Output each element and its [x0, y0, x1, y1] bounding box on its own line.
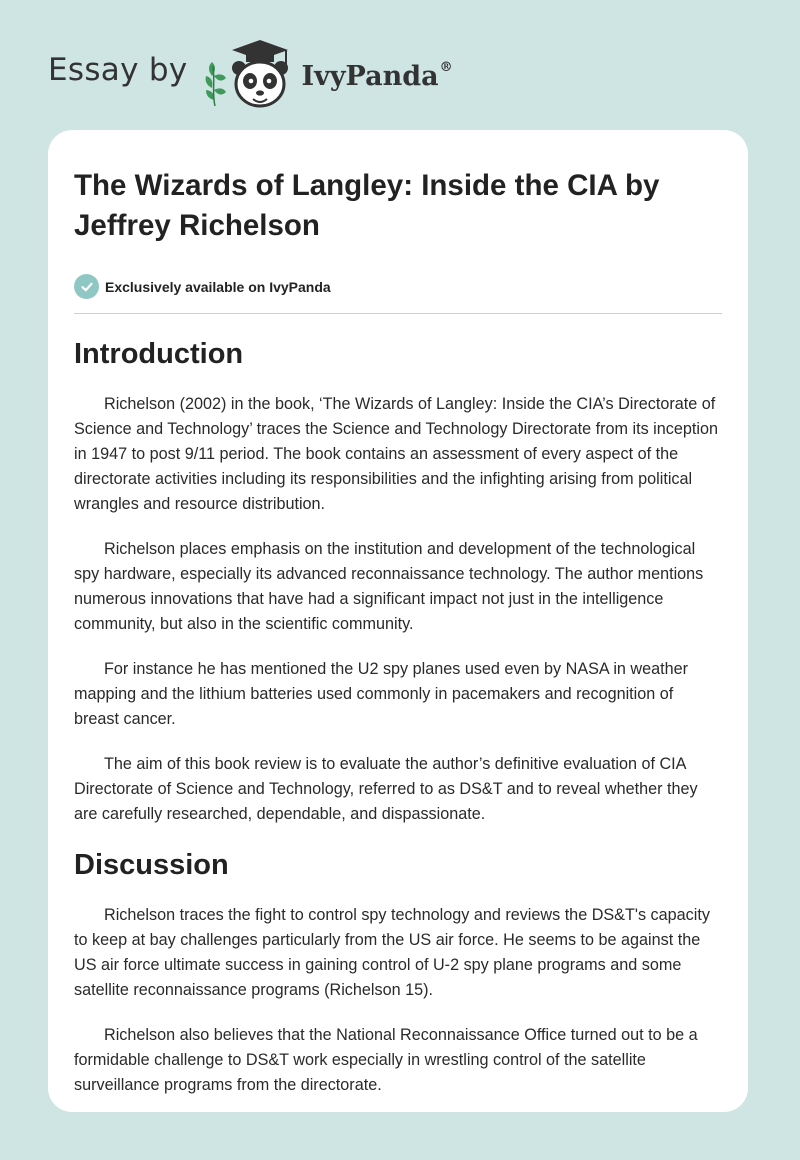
exclusive-badge: [74, 274, 722, 299]
brand-name: IvyPanda®: [301, 59, 453, 92]
registered-mark: ®: [439, 59, 453, 75]
section-introduction: [74, 336, 722, 827]
exclusive-label: Exclusively available on IvyPanda: [105, 278, 331, 295]
essay-card: [48, 130, 748, 1112]
title-divider: [74, 313, 722, 314]
section-heading: Discussion: [74, 849, 229, 881]
checkmark-icon: [74, 274, 99, 299]
paragraph: For instance he has mentioned the U2 spy planes used even by NASA in weather mapping and the lithium batteries used commonly in pacemakers and recognition of breast cancer.: [74, 660, 688, 728]
site-header: [48, 36, 453, 112]
paragraph: Richelson places emphasis on the institution and development of the technological spy hardware, especially its advanced reconnaissance technology. The author mentions numerous innovations that have had a significant impact not just in the intelligence community, but also in the scientific community.: [74, 540, 704, 633]
paragraph: Richelson traces the fight to control spy technology and reviews the DS&T's capacity to keep at bay challenges particularly from the US air force. He seems to be against the US air force ultimate success in gaining control of U-2 spy plane programs and some satellite reconnaissance programs (Richelson 15).: [74, 906, 710, 999]
section-heading: Introduction: [74, 338, 244, 370]
paragraph: Richelson (2002) in the book, ‘The Wizards of Langley: Inside the CIA’s Directorate of Science and Technology’ traces the Science and Technology Directorate from its inception in 1947 to post 9/11 period. The book contains an assessment of every aspect of the directorate activities including its responsibilities and the infighting arising from political wrangles and resource distribution.: [74, 395, 718, 513]
essay-title: The Wizards of Langley: Inside the CIA by Jeffrey Richelson: [74, 169, 660, 242]
paragraph: The aim of this book review is to evaluate the author’s definitive evaluation of CIA Directorate of Science and Technology, referred to as DS&T and to reveal whether they are carefully researched, dependable, and dispassionate.: [74, 755, 698, 823]
paragraph: Richelson also believes that the National Reconnaissance Office turned out to be a formidable challenge to DS&T work especially in wrestling control of the satellite surveillance programs from the directorate.: [74, 1026, 698, 1094]
essay-by-label: Essay by: [48, 52, 188, 88]
panda-logo-icon: [202, 36, 294, 112]
section-discussion: [74, 847, 722, 1098]
